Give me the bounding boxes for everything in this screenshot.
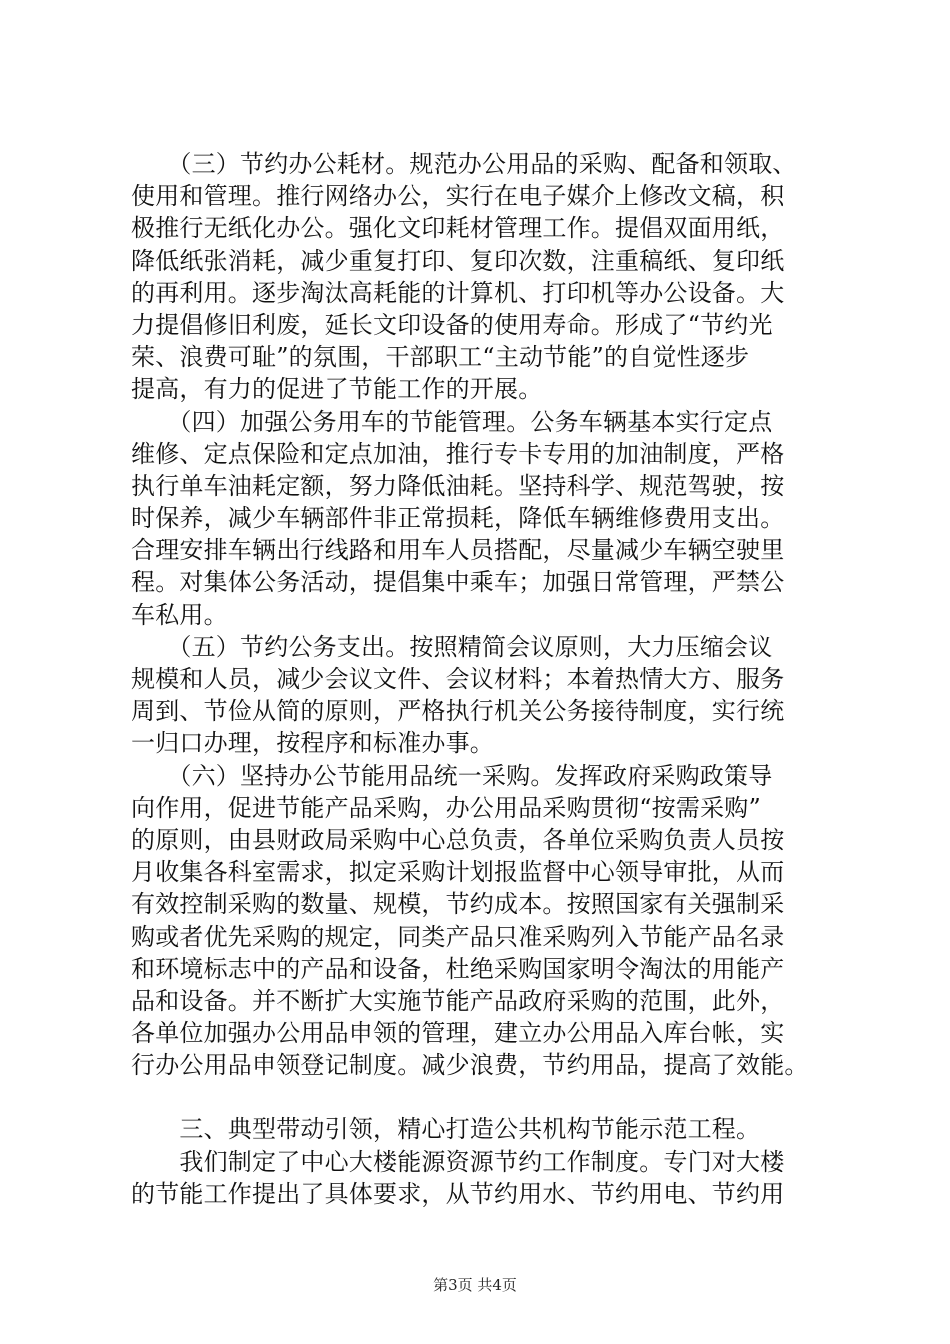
text-line: 力提倡修旧利废，延长文印设备的使用寿命。形成了“节约光 <box>131 310 773 339</box>
text-line: 购或者优先采购的规定，同类产品只准采购列入节能产品名录 <box>131 922 785 951</box>
text-line: （六）坚持办公节能用品统一采购。发挥政府采购政策导 <box>131 761 773 790</box>
text-line: 一归口办理，按程序和标准办事。 <box>131 729 494 758</box>
text-line: 的再利用。逐步淘汰高耗能的计算机、打印机等办公设备。大 <box>131 278 785 307</box>
paragraph-7 <box>131 1146 831 1210</box>
text-line: 合理安排车辆出行线路和用车人员搭配，尽量减少车辆空驶里 <box>131 536 785 565</box>
text-line: 的节能工作提出了具体要求，从节约用水、节约用电、节约用 <box>131 1179 785 1208</box>
text-line: 各单位加强办公用品申领的管理，建立办公用品入库台帐，实 <box>131 1019 785 1048</box>
text-line: 有效控制采购的数量、规模，节约成本。按照国家有关强制采 <box>131 890 785 919</box>
text-line: （五）节约公务支出。按照精简会议原则，大力压缩会议 <box>131 632 773 661</box>
text-line: 周到、节俭从简的原则，严格执行机关公务接待制度，实行统 <box>131 697 785 726</box>
text-line: 规模和人员，减少会议文件、会议材料；本着热情大方、服务 <box>131 665 785 693</box>
text-line: 我们制定了中心大楼能源资源节约工作制度。专门对大楼 <box>131 1147 785 1176</box>
text-line: （四）加强公务用车的节能管理。公务车辆基本实行定点 <box>131 407 773 436</box>
page-footer <box>0 1274 950 1295</box>
document-body <box>131 148 831 1210</box>
paragraph-6 <box>131 760 831 1082</box>
text-line: 程。对集体公务活动，提倡集中乘车；加强日常管理，严禁公 <box>131 568 785 597</box>
text-line: 降低纸张消耗，减少重复打印、复印次数，注重稿纸、复印纸 <box>131 246 785 275</box>
section-heading: 三、典型带动引领，精心打造公共机构节能示范工程。 <box>131 1115 761 1144</box>
text-line: 执行单车油耗定额，努力降低油耗。坚持科学、规范驾驶，按 <box>131 471 785 500</box>
paragraph-4 <box>131 406 831 631</box>
text-line: 提高，有力的促进了节能工作的开展。 <box>131 375 543 404</box>
text-line: 行办公用品申领登记制度。减少浪费，节约用品，提高了效能。 <box>131 1051 809 1080</box>
text-line: （三）节约办公耗材。规范办公用品的采购、配备和领取、 <box>131 150 797 178</box>
paragraph-5 <box>131 631 831 760</box>
text-line: 荣、浪费可耻”的氛围，干部职工“主动节能”的自觉性逐步 <box>131 343 750 372</box>
text-line: 时保养，减少车辆部件非正常损耗，降低车辆维修费用支出。 <box>131 504 785 533</box>
text-line: 品和设备。并不断扩大实施节能产品政府采购的范围，此外， <box>131 986 785 1015</box>
paragraph-3 <box>131 148 831 406</box>
text-line: 维修、定点保险和定点加油，推行专卡专用的加油制度，严格 <box>131 439 785 468</box>
text-line: 向作用，促进节能产品采购，办公用品采购贯彻“按需采购” <box>131 793 761 822</box>
text-line: 的原则，由县财政局采购中心总负责，各单位采购负责人员按 <box>131 825 785 854</box>
text-line: 月收集各科室需求，拟定采购计划报监督中心领导审批，从而 <box>131 858 785 887</box>
page-number-label: 第3页 共4页 <box>433 1276 517 1294</box>
paragraph-spacer <box>131 1081 831 1113</box>
text-line: 极推行无纸化办公。强化文印耗材管理工作。提倡双面用纸， <box>131 214 785 243</box>
text-line: 使用和管理。推行网络办公，实行在电子媒介上修改文稿，积 <box>131 182 785 211</box>
text-line: 车私用。 <box>131 600 228 629</box>
text-line: 和环境标志中的产品和设备，杜绝采购国家明令淘汰的用能产 <box>131 954 785 983</box>
